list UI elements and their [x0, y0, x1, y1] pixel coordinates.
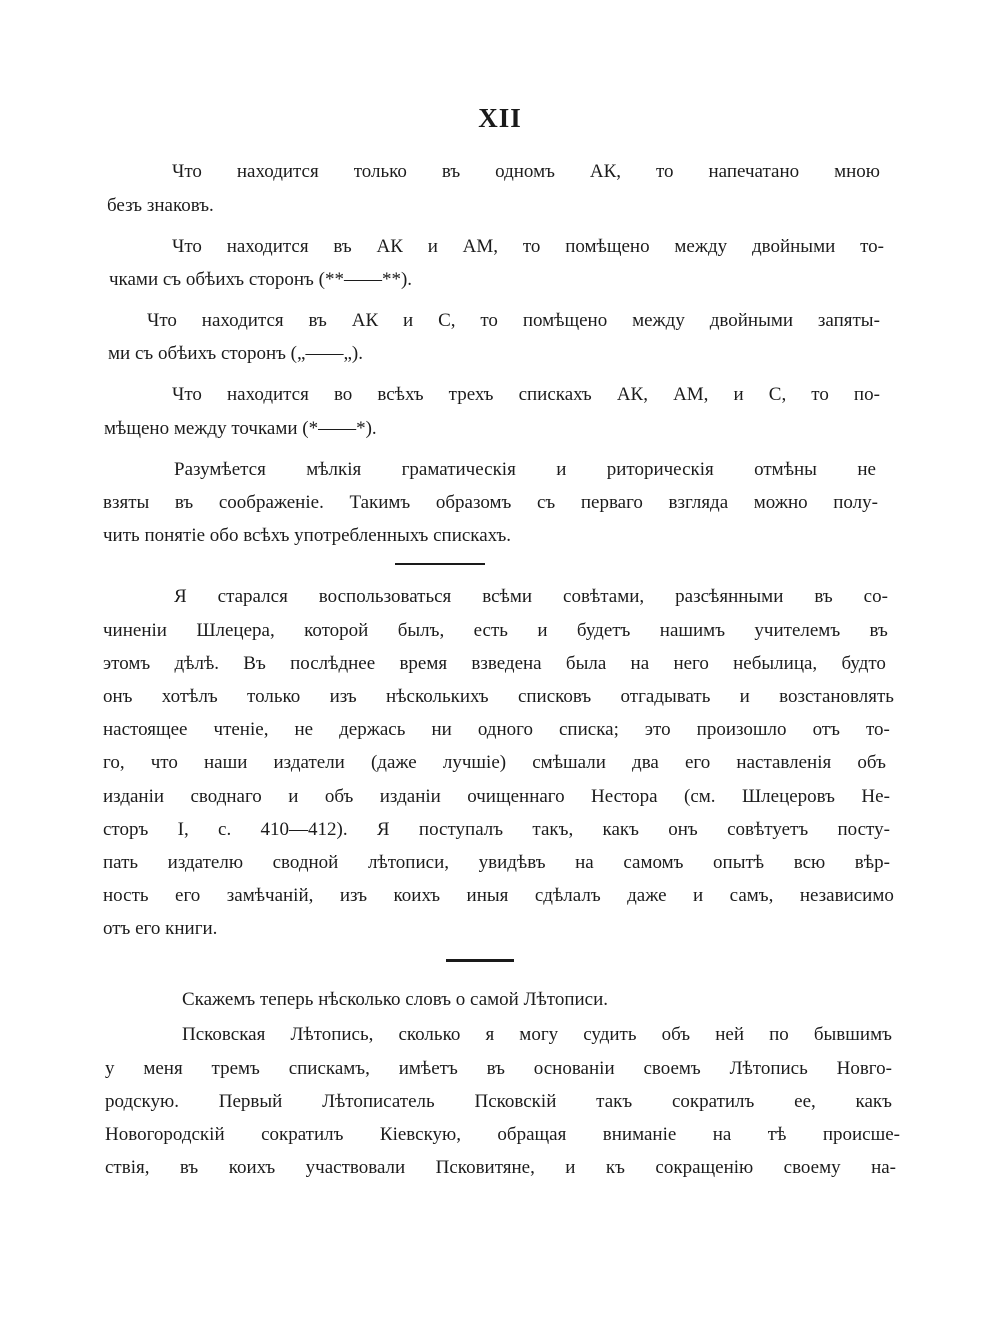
word: и — [565, 1157, 576, 1178]
word: своднаго — [190, 786, 262, 807]
text-line: чить понятіе обо всѣхъ употребленныхъ спискахъ. — [103, 525, 512, 546]
word: ни — [431, 719, 452, 740]
word: произошло — [696, 719, 787, 740]
word: списковъ — [517, 686, 592, 707]
word: перваго — [580, 492, 643, 513]
word: соображеніе. — [218, 492, 324, 513]
word: напечатано — [708, 161, 800, 182]
word: Лѣтопись, — [290, 1024, 374, 1045]
word: находится — [226, 236, 309, 257]
word: судить — [583, 1024, 637, 1045]
word: изданіи — [379, 786, 441, 807]
word: Кіевскую, — [379, 1124, 461, 1145]
word: ее, — [794, 1091, 816, 1112]
word: Первый — [218, 1091, 283, 1112]
word: то- — [860, 236, 884, 257]
word: между — [674, 236, 728, 257]
word: обращая — [497, 1124, 567, 1145]
word: имѣетъ — [398, 1058, 458, 1079]
word: то — [480, 310, 498, 331]
word: спискахъ — [518, 384, 592, 405]
word: тремъ — [211, 1058, 260, 1079]
word: мѣлкія — [306, 459, 362, 480]
word: отмѣны — [754, 459, 817, 480]
word: я — [485, 1024, 495, 1045]
word: издателю — [167, 852, 244, 873]
word: помѣщено — [522, 310, 608, 331]
text-line — [105, 1156, 896, 1180]
word: смѣшали — [532, 752, 606, 773]
word: совѣтами, — [563, 586, 645, 607]
word: чиненіи — [103, 620, 167, 641]
word: сократилъ — [261, 1124, 344, 1145]
word: съ — [536, 492, 556, 513]
word: возстановлять — [779, 686, 894, 707]
word: самъ, — [729, 885, 774, 906]
word: по — [769, 1024, 789, 1045]
word: его — [175, 885, 201, 906]
word: отъ — [812, 719, 840, 740]
word: всѣми — [482, 586, 533, 607]
word: у — [105, 1058, 115, 1079]
text-line: чками съ обѣихъ сторонъ (**——**). — [109, 269, 413, 290]
word: увидѣвъ — [478, 852, 546, 873]
text-line — [174, 585, 888, 609]
word: на — [575, 852, 594, 873]
word: въ — [486, 1058, 505, 1079]
word: коихъ — [393, 885, 441, 906]
text-line — [103, 491, 878, 515]
word: АК — [351, 310, 379, 331]
word: небылица, — [733, 653, 818, 674]
word: него — [673, 653, 709, 674]
word: АК, — [589, 161, 622, 182]
word: былъ, — [397, 620, 445, 641]
word: взяты — [103, 492, 150, 513]
word: I, — [177, 819, 189, 840]
word: Я — [174, 586, 187, 607]
word: только — [353, 161, 407, 182]
text-line — [103, 751, 886, 775]
word: АК — [376, 236, 403, 257]
word: Псковская — [182, 1024, 266, 1045]
word: воспользоваться — [318, 586, 452, 607]
word: что — [150, 752, 178, 773]
word: и — [733, 384, 744, 405]
word: Я — [376, 819, 390, 840]
page-number: XII — [478, 103, 522, 133]
word: время — [399, 653, 448, 674]
word: АМ, — [673, 384, 709, 405]
word: въ — [441, 161, 461, 182]
text-line — [105, 1057, 892, 1081]
word: въ — [869, 620, 888, 641]
word: всѣхъ — [377, 384, 424, 405]
word: нашимъ — [659, 620, 726, 641]
word: на — [712, 1124, 732, 1145]
word: иныя — [466, 885, 509, 906]
word: запяты- — [817, 310, 880, 331]
word: это — [644, 719, 671, 740]
word: чтеніе, — [213, 719, 269, 740]
word: и — [403, 310, 414, 331]
word: которой — [304, 620, 369, 641]
word: старался — [217, 586, 288, 607]
word: во — [333, 384, 353, 405]
word: и — [739, 686, 750, 707]
word: Что — [147, 310, 177, 331]
word: полу- — [833, 492, 878, 513]
word: с. — [218, 819, 232, 840]
word: взгляда — [668, 492, 729, 513]
word: ней — [715, 1024, 745, 1045]
word: въ — [814, 586, 833, 607]
word: Лѣтопись — [729, 1058, 808, 1079]
word: будто — [841, 653, 886, 674]
word: объ — [661, 1024, 691, 1045]
text-line — [105, 1090, 892, 1114]
word: мною — [834, 161, 880, 182]
word: замѣчаній, — [226, 885, 314, 906]
section-divider — [446, 959, 514, 962]
word: разсѣянными — [675, 586, 784, 607]
word: посту- — [837, 819, 890, 840]
word: одномъ — [495, 161, 555, 182]
word: участвовали — [305, 1157, 406, 1178]
word: Псковитяне, — [435, 1157, 535, 1178]
word: изданіи — [103, 786, 165, 807]
word: какъ — [602, 819, 639, 840]
word: тѣ — [767, 1124, 787, 1145]
word: въ — [333, 236, 352, 257]
word: сводной — [272, 852, 339, 873]
word: родскую. — [105, 1091, 179, 1112]
word: будетъ — [576, 620, 631, 641]
word: настоящее — [103, 719, 188, 740]
word: и — [288, 786, 299, 807]
word: въ — [179, 1157, 199, 1178]
word: коихъ — [228, 1157, 276, 1178]
word: спискамъ, — [288, 1058, 370, 1079]
word: пать — [103, 852, 139, 873]
word: то — [522, 236, 541, 257]
text-line — [103, 785, 890, 809]
word: Шлецеровъ — [741, 786, 835, 807]
word: на — [630, 653, 650, 674]
text-line — [103, 652, 886, 676]
word: находится — [226, 384, 309, 405]
word: то — [655, 161, 674, 182]
word: сократилъ — [671, 1091, 755, 1112]
word: наши — [203, 752, 248, 773]
word: лучшіе) — [442, 752, 507, 773]
text-line — [172, 235, 884, 259]
word: его — [685, 752, 711, 773]
word: Псковскій — [474, 1091, 557, 1112]
word: можно — [753, 492, 808, 513]
word: Новго- — [836, 1058, 892, 1079]
word: послѣднее — [290, 653, 376, 674]
word: и — [427, 236, 438, 257]
word: происше- — [822, 1124, 900, 1145]
word: по- — [853, 384, 880, 405]
word: одного — [477, 719, 533, 740]
text-line — [103, 685, 894, 709]
word: помѣщено — [565, 236, 650, 257]
word: могу — [519, 1024, 559, 1045]
text-line: мѣщено между точками (*——*). — [104, 418, 377, 439]
word: АМ, — [462, 236, 499, 257]
word: на- — [871, 1157, 896, 1178]
word: двойными — [751, 236, 836, 257]
word: взведена — [471, 653, 542, 674]
word: С, — [438, 310, 456, 331]
word: онъ — [103, 686, 133, 707]
text-line — [172, 383, 880, 407]
text-line — [147, 309, 880, 333]
text-line: ми съ обѣихъ сторонъ („——„). — [108, 343, 363, 364]
word: даже — [627, 885, 667, 906]
word: Нестора — [591, 786, 658, 807]
word: Что — [172, 236, 202, 257]
word: бывшимъ — [813, 1024, 892, 1045]
word: онъ — [668, 819, 698, 840]
word: независимо — [799, 885, 894, 906]
word: Что — [172, 161, 202, 182]
word: хотѣлъ — [161, 686, 218, 707]
word: своему — [783, 1157, 841, 1178]
word: опытѣ — [713, 852, 765, 873]
word: списка; — [559, 719, 619, 740]
word: только — [247, 686, 301, 707]
word: въ — [308, 310, 327, 331]
word: совѣтуетъ — [727, 819, 809, 840]
word: объ — [324, 786, 354, 807]
word: всю — [793, 852, 826, 873]
word: (даже — [370, 752, 417, 773]
word: то — [811, 384, 829, 405]
text-line — [103, 619, 888, 643]
word: самомъ — [623, 852, 684, 873]
word: риторическія — [606, 459, 714, 480]
word: Что — [172, 384, 202, 405]
word: нѣсколькихъ — [386, 686, 489, 707]
word: къ — [605, 1157, 625, 1178]
word: Такимъ — [349, 492, 411, 513]
word: Шлецера, — [196, 620, 275, 641]
word: Новогородскій — [105, 1124, 225, 1145]
word: какъ — [855, 1091, 892, 1112]
word: образомъ — [435, 492, 512, 513]
word: вниманіе — [602, 1124, 677, 1145]
text-line — [182, 1023, 892, 1047]
word: есть — [473, 620, 508, 641]
word: сдѣлалъ — [534, 885, 601, 906]
word: поступалъ — [418, 819, 504, 840]
text-line: Скажемъ теперь нѣсколько словъ о самой Лѣтописи. — [182, 989, 609, 1010]
word: С, — [768, 384, 787, 405]
word: учителемъ — [754, 620, 841, 641]
word: и — [537, 620, 548, 641]
word: Лѣтописатель — [322, 1091, 435, 1112]
text-line — [174, 458, 876, 482]
word: основаніи — [533, 1058, 615, 1079]
word: меня — [143, 1058, 183, 1079]
word: Не- — [861, 786, 890, 807]
word: и — [693, 885, 704, 906]
word: вѣр- — [854, 852, 890, 873]
text-line — [172, 160, 880, 184]
word: трехъ — [448, 384, 494, 405]
word: очищеннаго — [467, 786, 565, 807]
text-line — [103, 884, 894, 908]
word: (см. — [684, 786, 716, 807]
word: этомъ — [103, 653, 151, 674]
word: сокращенію — [655, 1157, 754, 1178]
text-line — [103, 718, 890, 742]
word: со- — [863, 586, 888, 607]
word: два — [632, 752, 659, 773]
word: была — [565, 653, 607, 674]
word: между — [632, 310, 685, 331]
word: лѣтописи, — [367, 852, 449, 873]
word: сколько — [398, 1024, 461, 1045]
word: не — [294, 719, 314, 740]
text-line — [105, 1123, 900, 1147]
word: граматическія — [401, 459, 516, 480]
word: изъ — [339, 885, 368, 906]
word: такъ, — [532, 819, 574, 840]
word: то- — [866, 719, 890, 740]
word: въ — [174, 492, 194, 513]
word: АК, — [616, 384, 648, 405]
text-line: безъ знаковъ. — [107, 195, 214, 216]
word: сторъ — [103, 819, 149, 840]
word: Разумѣется — [174, 459, 266, 480]
word: наставленія — [736, 752, 832, 773]
word: ствія, — [105, 1157, 150, 1178]
word: находится — [201, 310, 284, 331]
word: отгадывать — [620, 686, 711, 707]
text-line — [103, 818, 890, 842]
word: объ — [857, 752, 886, 773]
word: такъ — [596, 1091, 633, 1112]
word: изъ — [329, 686, 357, 707]
word: находится — [236, 161, 319, 182]
word: дѣлѣ. — [174, 653, 220, 674]
word: 410—412). — [260, 819, 348, 840]
word: своемъ — [643, 1058, 701, 1079]
word: двойными — [709, 310, 794, 331]
word: го, — [103, 752, 125, 773]
word: держась — [339, 719, 406, 740]
word: издатели — [273, 752, 345, 773]
word: не — [857, 459, 876, 480]
word: и — [556, 459, 567, 480]
text-line — [103, 851, 890, 875]
section-divider — [395, 563, 485, 565]
word: Въ — [243, 653, 266, 674]
text-line: отъ его книги. — [103, 918, 218, 939]
word: ность — [103, 885, 149, 906]
